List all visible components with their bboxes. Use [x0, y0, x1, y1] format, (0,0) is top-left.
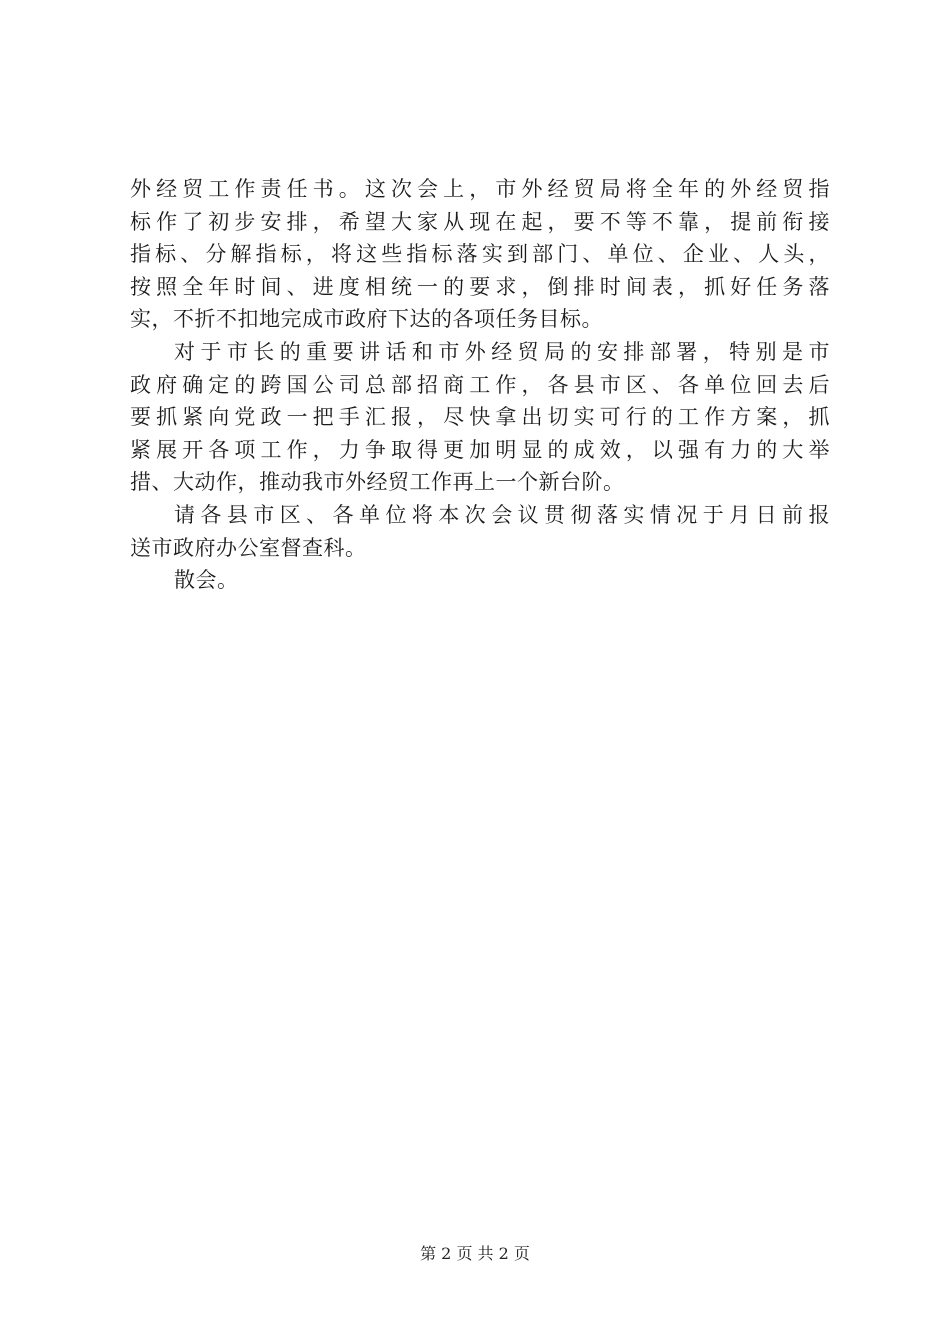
paragraph-2-line-5: 措、大动作，推动我市外经贸工作再上一个新台阶。: [130, 470, 625, 495]
paragraph-3-line-2: 送市政府办公室督查科。: [130, 535, 367, 560]
paragraph-3-line-1: 请各县市区、各单位将本次会议贯彻落实情况于月日前报: [174, 502, 830, 527]
page-number-footer: 第 2 页 共 2 页: [420, 1244, 530, 1263]
paragraph-2-line-2: 政府确定的跨国公司总部招商工作，各县市区、各单位回去后: [130, 372, 830, 397]
paragraph-2-line-3: 要抓紧向党政一把手汇报，尽快拿出切实可行的工作方案，抓: [130, 405, 830, 430]
paragraph-1-line-4: 按照全年时间、进度相统一的要求，倒排时间表，抓好任务落: [130, 274, 830, 299]
paragraph-1-line-2: 标作了初步安排，希望大家从现在起，要不等不靠，提前衔接: [130, 209, 830, 234]
paragraph-1-line-3: 指标、分解指标，将这些指标落实到部门、单位、企业、人头，: [130, 242, 830, 267]
paragraph-2-line-4: 紧展开各项工作，力争取得更加明显的成效，以强有力的大举: [130, 437, 830, 462]
document-body: [130, 173, 830, 597]
paragraph-1-line-5: 实，不折不扣地完成市政府下达的各项任务目标。: [130, 307, 603, 332]
paragraph-2-line-1: 对于市长的重要讲话和市外经贸局的安排部署，特别是市: [174, 339, 830, 364]
paragraph-1-line-1: 外经贸工作责任书。这次会上，市外经贸局将全年的外经贸指: [130, 177, 830, 201]
paragraph-4-line-1: 散会。: [174, 568, 239, 593]
